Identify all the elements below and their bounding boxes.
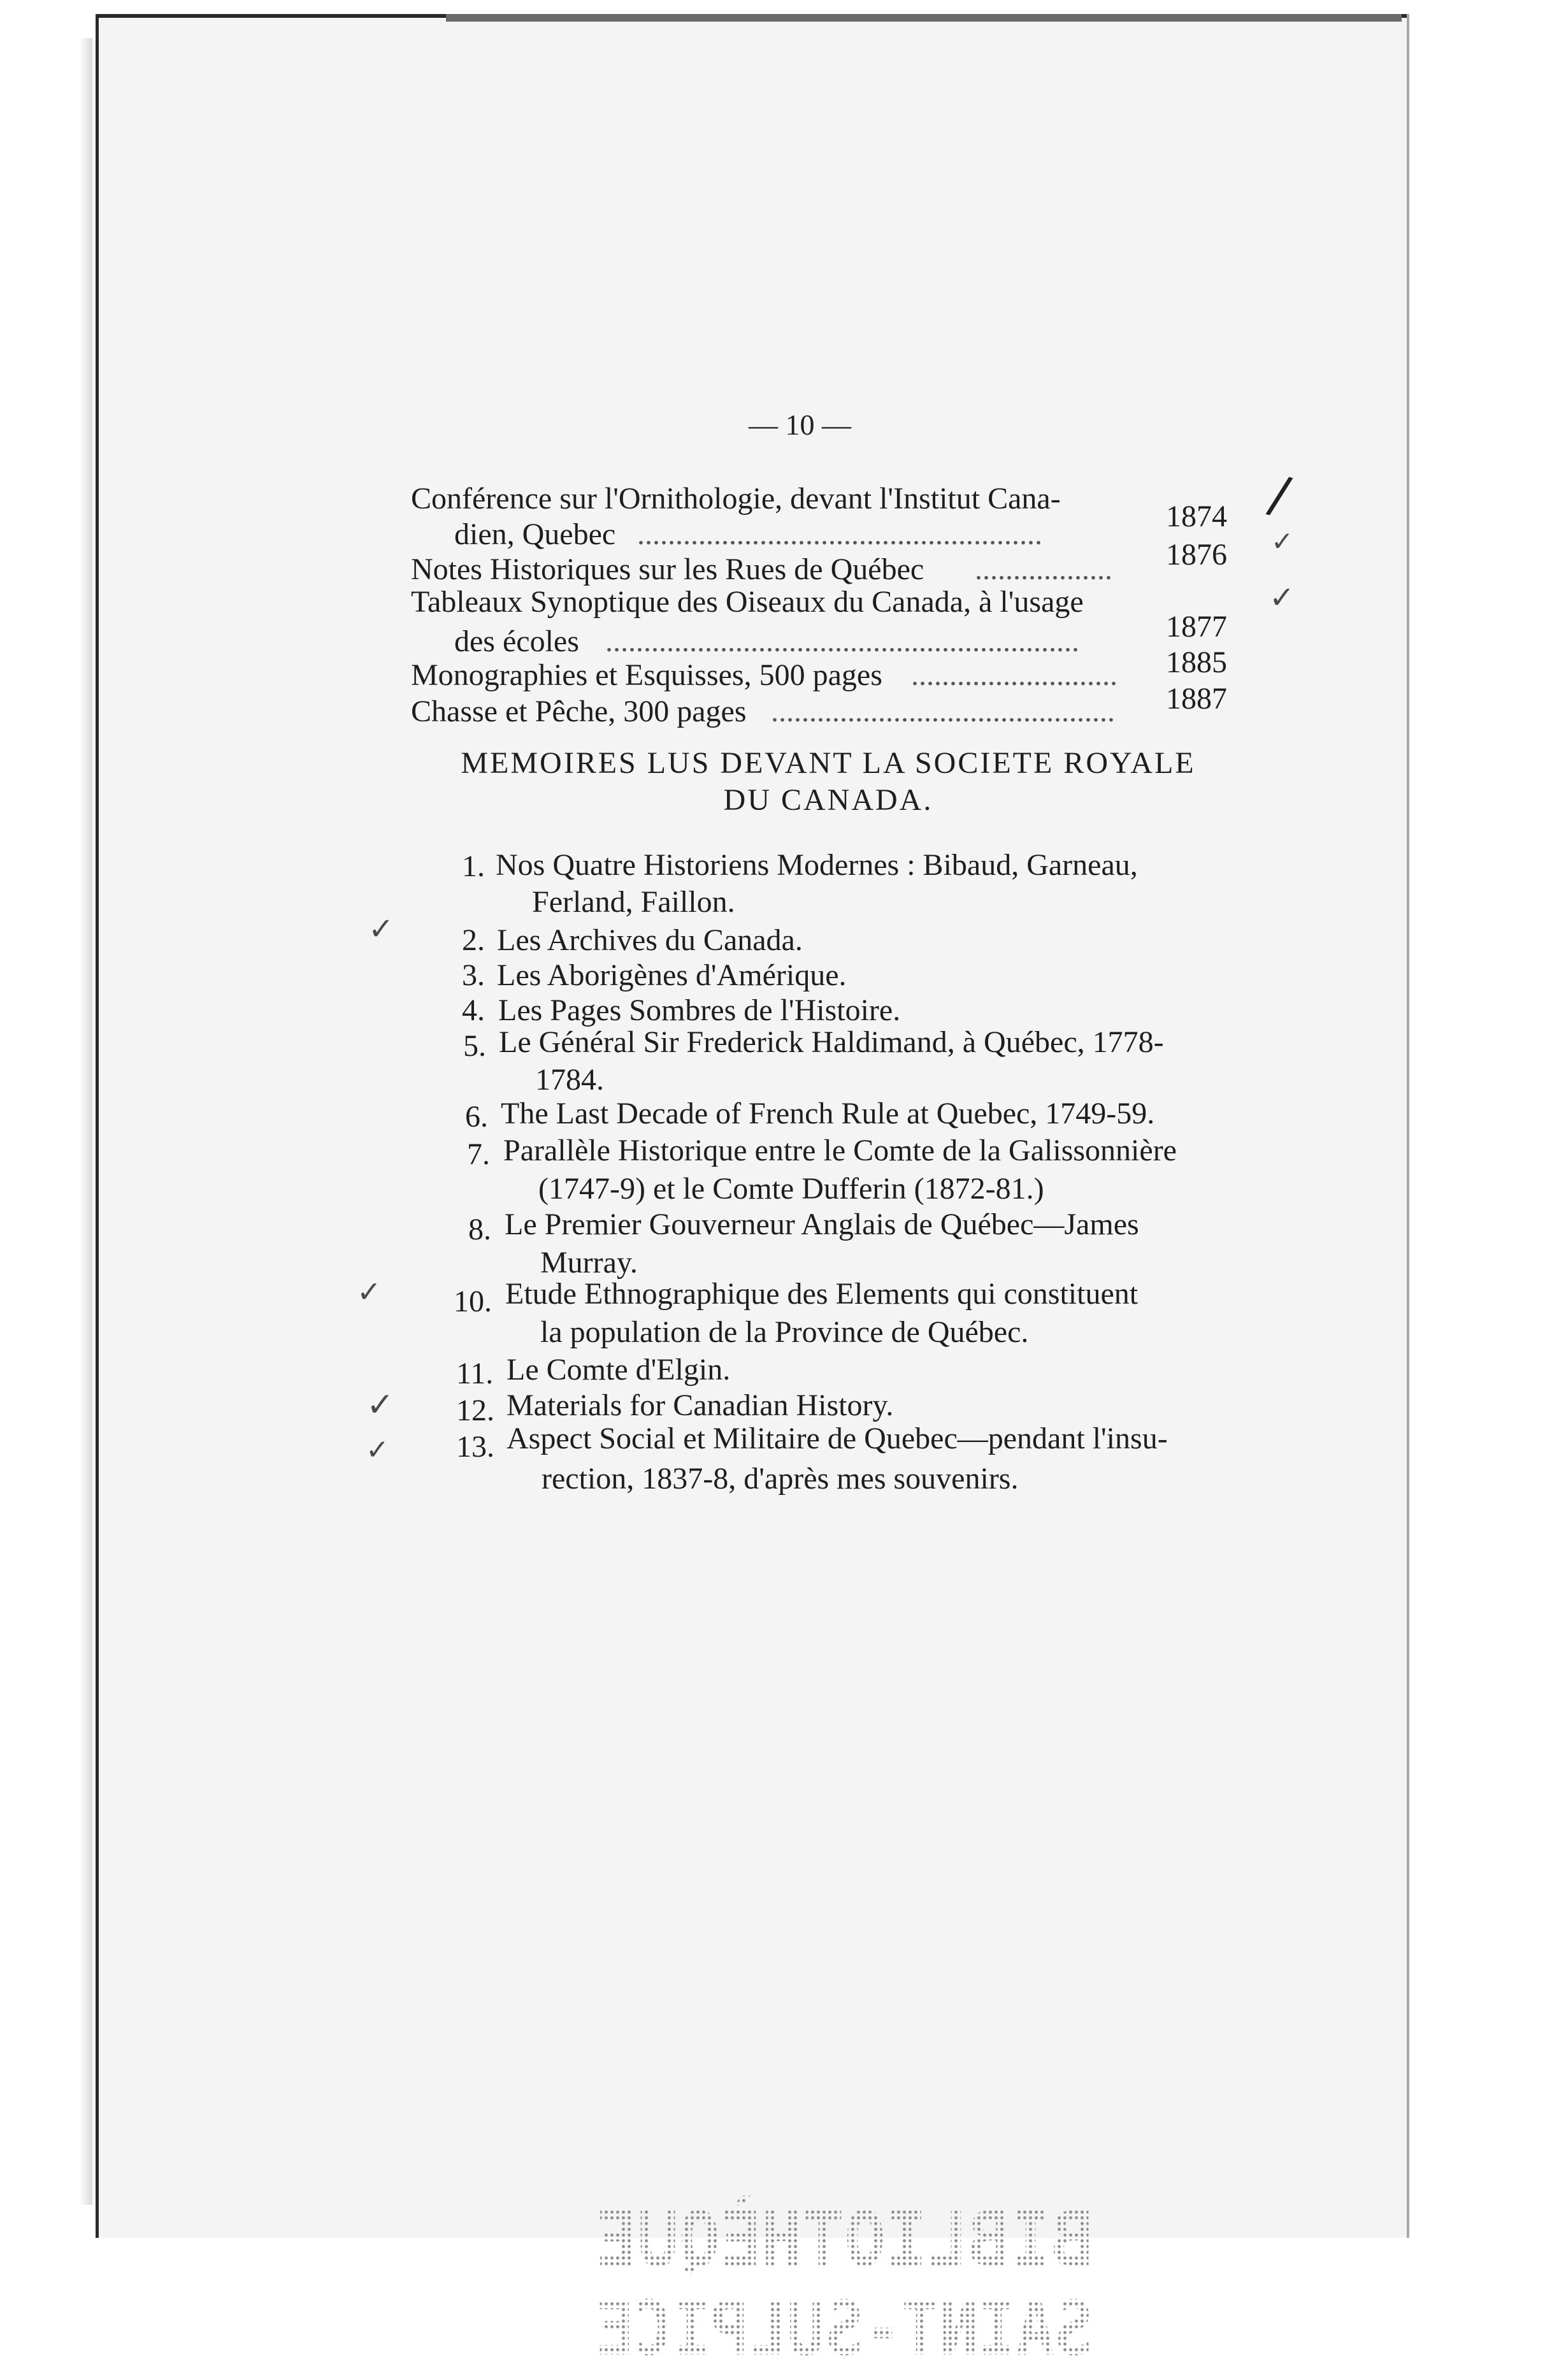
work-2-year: 1876: [1166, 538, 1227, 572]
memoire-line: Nos Quatre Historiens Modernes : Bibaud, Garneau,: [496, 848, 1138, 882]
page-number: — 10 —: [749, 408, 851, 441]
memoire-line: Le Général Sir Frederick Haldimand, à Québec, 1778-: [499, 1025, 1164, 1059]
memoire-line: Les Archives du Canada.: [497, 923, 803, 957]
scan-shadow: [80, 38, 92, 2205]
memoire-line: Parallèle Historique entre le Comte de la Galissonnière: [503, 1134, 1177, 1167]
pencil-slash-mark: /: [1263, 464, 1296, 526]
perforated-stamp-graphic: [586, 2192, 1102, 2377]
pencil-check-mark: ✓: [366, 1434, 389, 1466]
work-3-line-2: des écoles: [454, 624, 579, 658]
leader-dots: .....................................................: [637, 517, 1042, 551]
memoires-heading-line-2: DU CANADA.: [723, 783, 933, 817]
leader-dots: ...........................: [911, 658, 1117, 692]
work-1-year: 1874: [1166, 500, 1227, 533]
memoire-number: 8.: [468, 1213, 491, 1246]
pencil-check-mark: ✓: [366, 1386, 394, 1424]
stamp-line-1: BIBLIOTHÈQUE: [596, 2195, 1093, 2283]
work-3-line-1: Tableaux Synoptique des Oiseaux du Canada, à l'usage: [411, 585, 1084, 619]
memoire-line: Ferland, Faillon.: [532, 885, 735, 919]
pencil-check-mark: ✓: [368, 911, 394, 947]
work-4-line-1: Monographies et Esquisses, 500 pages: [411, 658, 882, 692]
work-1-line-1: Conférence sur l'Ornithologie, devant l'Institut Cana-: [411, 482, 1061, 516]
library-perforation-stamp: [586, 2192, 1102, 2380]
memoire-line: rection, 1837-8, d'après mes souvenirs.: [542, 1462, 1019, 1496]
leader-dots: .............................................: [771, 695, 1115, 728]
pencil-check-mark: ✓: [1271, 526, 1294, 557]
memoire-line: Etude Ethnographique des Elements qui constituent: [505, 1277, 1139, 1311]
pencil-check-mark: ✓: [357, 1274, 382, 1309]
memoire-line: 1784.: [535, 1063, 604, 1097]
memoire-line: Aspect Social et Militaire de Quebec—pendant l'insu-: [507, 1422, 1168, 1455]
memoires-heading-line-1: MEMOIRES LUS DEVANT LA SOCIETE ROYALE: [461, 746, 1196, 780]
memoire-line: Materials for Canadian History.: [507, 1388, 894, 1422]
work-1-line-2: dien, Quebec: [454, 517, 616, 551]
memoire-number: 11.: [456, 1357, 494, 1390]
memoire-number: 6.: [465, 1100, 488, 1134]
work-3-year: 1877: [1166, 610, 1227, 644]
memoire-number: 1.: [462, 849, 485, 883]
work-5-year: 1887: [1166, 682, 1227, 716]
memoire-number: 5.: [463, 1029, 486, 1063]
work-4-year: 1885: [1166, 645, 1227, 679]
memoire-number: 13.: [456, 1430, 494, 1464]
page-edge: [1407, 14, 1409, 2238]
memoire-line: Les Pages Sombres de l'Histoire.: [498, 993, 901, 1027]
work-5-line-1: Chasse et Pêche, 300 pages: [411, 695, 747, 728]
memoire-number: 12.: [456, 1394, 494, 1427]
memoire-line: Le Comte d'Elgin.: [507, 1353, 731, 1387]
memoire-number: 3.: [462, 958, 485, 992]
pencil-check-mark: ✓: [1269, 580, 1295, 616]
memoire-number: 7.: [467, 1137, 490, 1171]
memoire-line: Le Premier Gouverneur Anglais de Québec—James: [505, 1208, 1139, 1241]
memoire-line: (1747-9) et le Comte Dufferin (1872-81.): [538, 1172, 1044, 1206]
memoire-number: 4.: [462, 993, 485, 1027]
memoire-number: 10.: [454, 1285, 492, 1318]
memoire-line: la population de la Province de Québec.: [540, 1315, 1029, 1349]
leader-dots: ..................: [975, 552, 1112, 586]
stamp-line-2: SAINT-SULPICE: [596, 2284, 1093, 2372]
leader-dots: ..............................................................: [605, 624, 1079, 658]
memoire-number: 2.: [462, 923, 485, 957]
memoire-line: The Last Decade of French Rule at Quebec, 1749-59.: [501, 1097, 1155, 1130]
work-2-line-1: Notes Historiques sur les Rues de Québec: [411, 552, 924, 586]
top-binding-edge: [446, 14, 1402, 22]
memoire-line: Les Aborigènes d'Amérique.: [497, 958, 847, 992]
memoire-line: Murray.: [540, 1246, 638, 1280]
